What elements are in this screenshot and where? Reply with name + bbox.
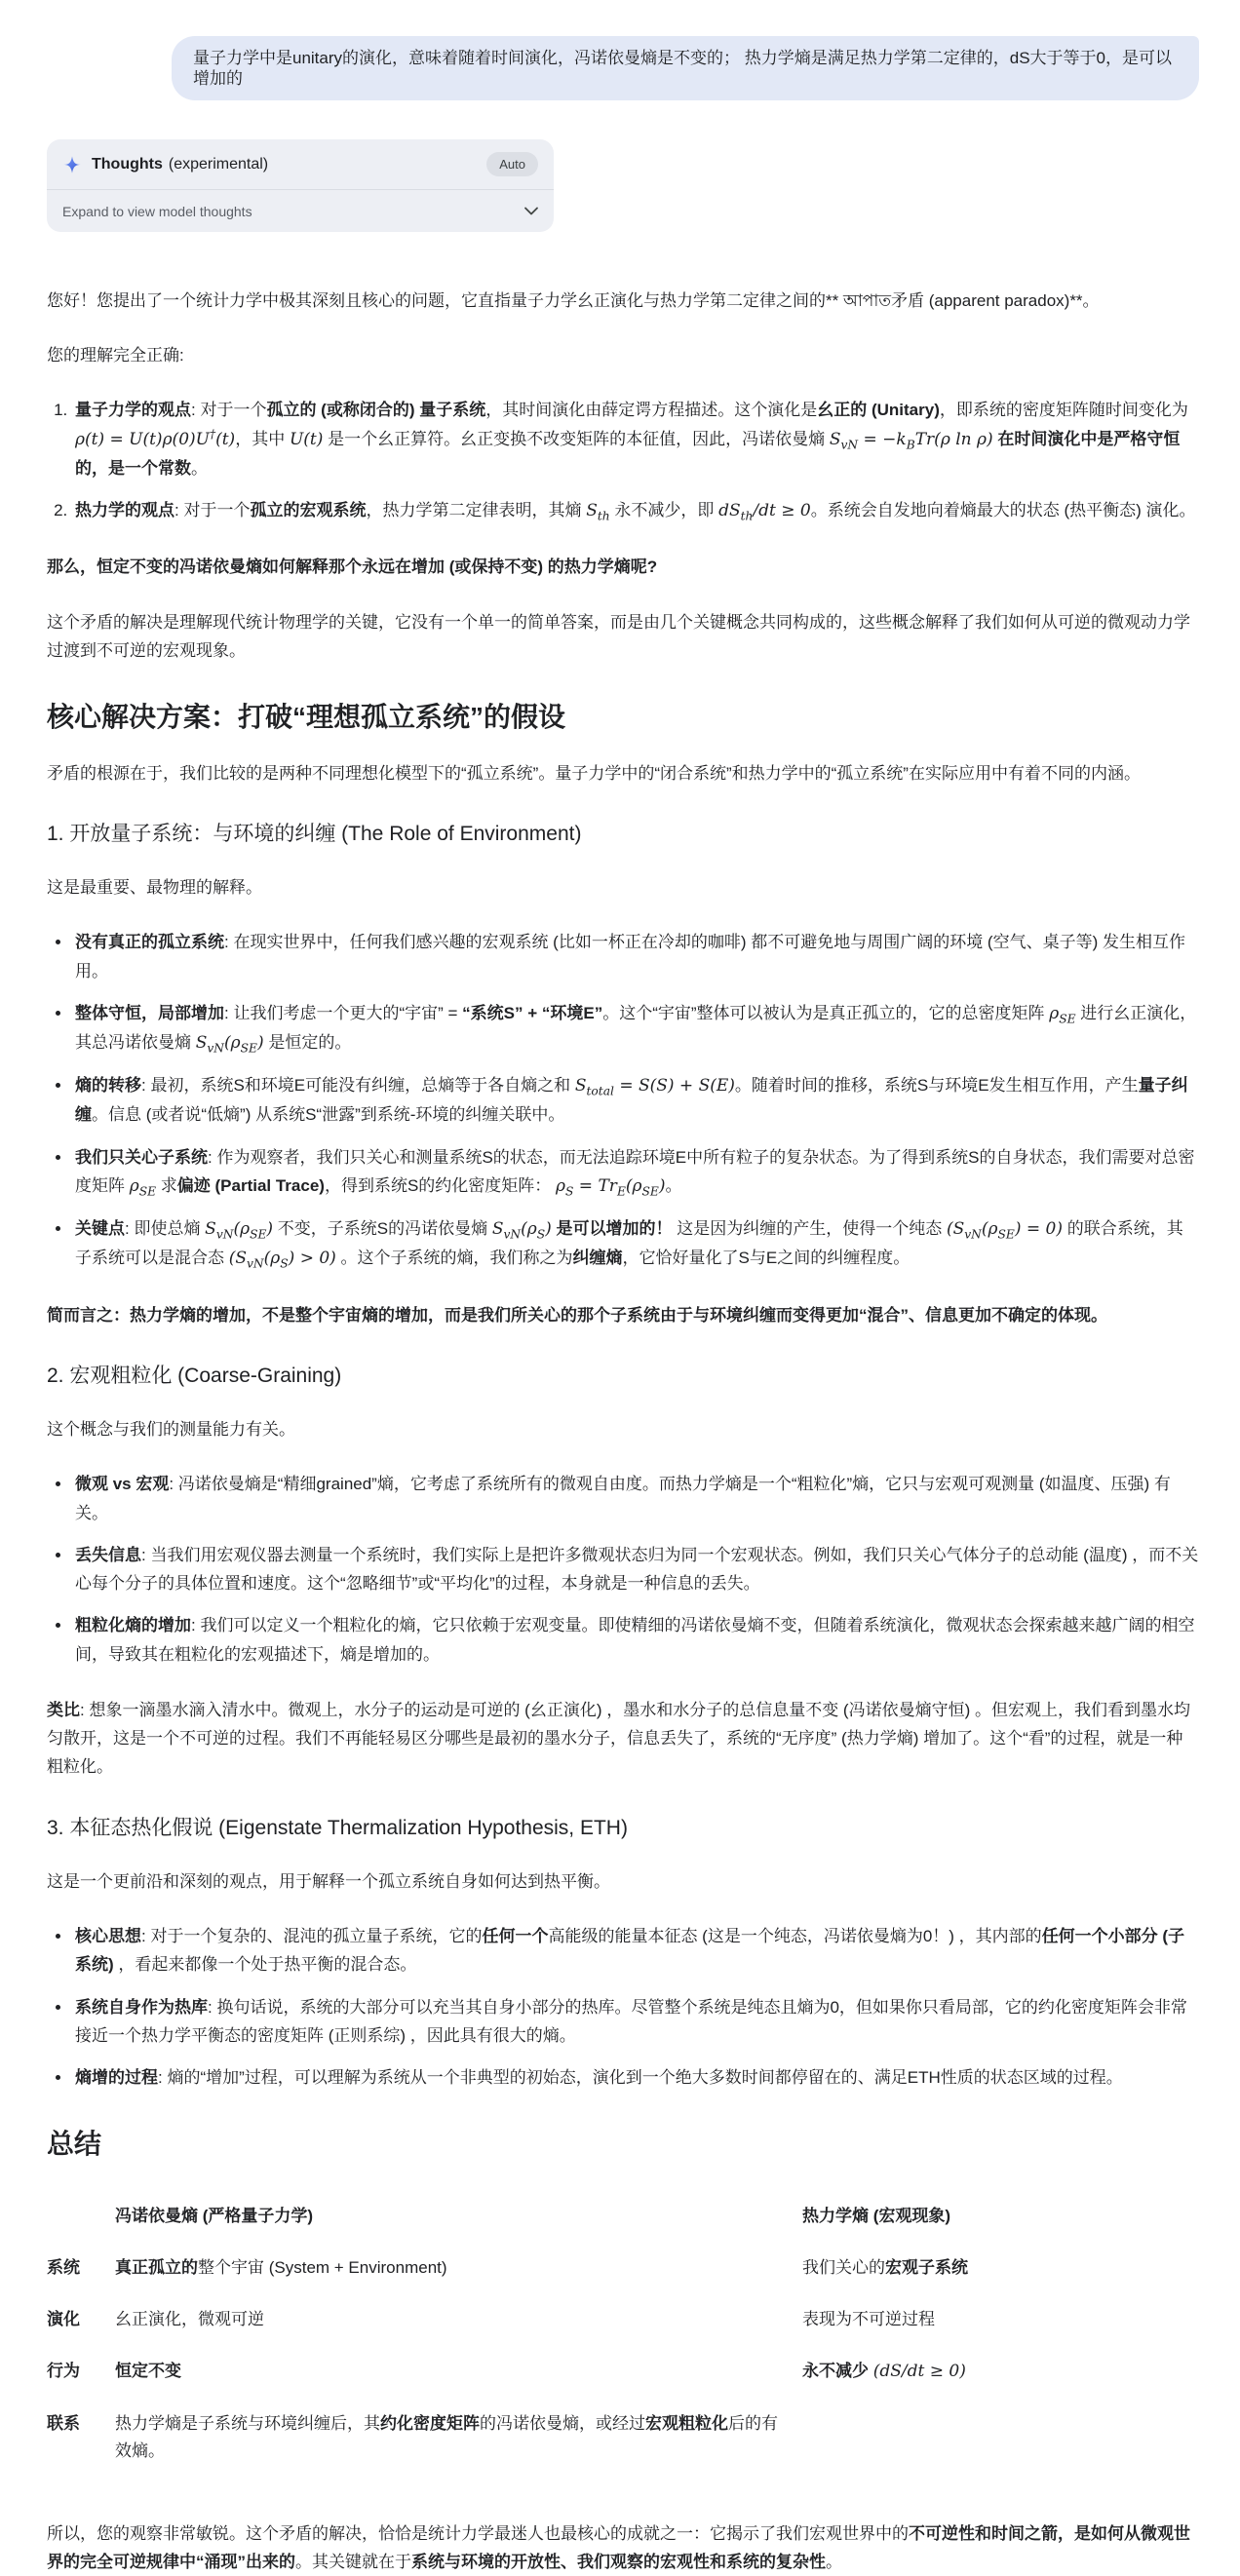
list-item-micro-vs-macro: • 微观 vs 宏观: 冯诺依曼熵是“精细grained”熵，它考虑了系统所有的微观自由度。而热力学熵是一个“粗粒化”熵，它只与宏观可观测量 (如温度、压强) 有关。: [72, 1470, 1199, 1526]
table-cell: 永不减少 (dS/dt ≥ 0): [802, 2362, 966, 2382]
table-header-row: [47, 2190, 1199, 2242]
sparkle-icon: [62, 155, 82, 174]
paragraph-resolution-intro: 这个矛盾的解决是理解现代统计物理学的关键，它没有一个单一的简单答案，而是由几个关键概念共同构成的，这些概念解释了我们如何从可逆的微观动力学过渡到不可逆的宏观现象。: [47, 612, 1190, 660]
paragraph-in-short: 简而言之：热力学熵的增加，不是整个宇宙熵的增加，而是我们所关心的那个子系统由于与环境纠缠而变得更加“混合”、信息更加不确定的体现。: [47, 1305, 1107, 1325]
paragraph-confirm: 您的理解完全正确:: [47, 346, 184, 365]
paragraph-conclusion: 所以，您的观察非常敏锐。这个矛盾的解决，恰恰是统计力学最迷人也最核心的成就之一：它揭示了我们宏观世界中的不可逆性和时间之箭，是如何从微观世界的完全可逆规律中“涌现”出来的。其关键就在于系统与环境的开放性、我们观察的宏观性和系统的复杂性。: [47, 2523, 1190, 2572]
paragraph-measurement: 这个概念与我们的测量能力有关。: [47, 1420, 295, 1440]
table-cell: 表现为不可逆过程: [802, 2310, 935, 2329]
subsection-heading-open-systems: 1. 开放量子系统：与环境的纠缠 (The Role of Environment): [47, 822, 582, 845]
list-item-key-point: • 关键点: 即使总熵 $S_{vN}(\rho_{SE})$ 不变，子系统S的冯诺依曼熵 $S_{vN}(\rho_S)$ 是可以增加的！ 这是因为纠缠的产生，使得一个纯态 $(S_{vN}(\rho_{SE}) = 0)$ 的联合系统，其子系统可以是混合态 $(S_{vN}(\rho_S) > 0)$ 。这个子系统的熵，我们称之为纠缠熵，它恰好量化了S与E之间的纠缠程度。: [72, 1214, 1199, 1273]
table-row-evolution: [47, 2293, 1199, 2345]
eth-bullet-list: [47, 1922, 1199, 2092]
auto-badge: Auto: [486, 152, 538, 176]
table-cell-label: 行为: [47, 2362, 80, 2381]
table-header-empty: [47, 2190, 115, 2242]
list-item-subsystem-focus: • 我们只关心子系统: 作为观察者，我们只关心和测量系统S的状态，而无法追踪环境E中所有粒子的复杂状态。为了得到系统S的自身状态，我们需要对总密度矩阵 $\rho_{SE}$ 求偏迹 (Partial Trace)，得到系统S的约化密度矩阵： $\rho_S = Tr_E(\rho_{SE})$。: [72, 1143, 1199, 1201]
table-cell: 热力学熵是子系统与环境纠缠后，其约化密度矩阵的冯诺依曼熵，或经过宏观粗粒化后的有效熵。: [115, 2414, 778, 2460]
viewpoints-numbered-list: [47, 396, 1199, 525]
user-message-row: [47, 36, 1199, 100]
subsection-heading-coarse-graining: 2. 宏观粗粒化 (Coarse-Graining): [47, 1364, 342, 1387]
thoughts-panel: [47, 139, 554, 232]
expand-thoughts-label: Expand to view model thoughts: [62, 203, 252, 219]
list-item-core-idea: • 核心思想: 对于一个复杂的、混沌的孤立量子系统，它的任何一个高能级的能量本征态 (这是一个纯态，冯诺依曼熵为0！) ，其内部的任何一个小部分 (子系统) ，看起来都像一个处于热平衡的混合态。: [72, 1922, 1199, 1979]
open-system-bullet-list: [47, 928, 1199, 1273]
table-cell: [802, 2398, 1199, 2476]
table-cell: 幺正演化，微观可逆: [115, 2310, 264, 2329]
table-row-system: [47, 2242, 1199, 2293]
list-item-no-isolated-system: • 没有真正的孤立系统: 在现实世界中，任何我们感兴趣的宏观系统 (比如一杯正在冷却的咖啡) 都不可避免地与周围广阔的环境 (空气、桌子等) 发生相互作用。: [72, 928, 1199, 984]
list-item-self-bath: • 系统自身作为热库: 换句话说，系统的大部分可以充当其自身小部分的热库。尽管整个系统是纯态且熵为0，但如果你只看局部，它的约化密度矩阵会非常接近一个热力学平衡态的密度矩阵 (正则系综) ，因此具有很大的熵。: [72, 1993, 1199, 2050]
paragraph-root-cause: 矛盾的根源在于，我们比较的是两种不同理想化模型下的“孤立系统”。量子力学中的“闭合系统”和热力学中的“孤立系统”在实际应用中有着不同的内涵。: [47, 763, 1141, 783]
subsection-heading-eth: 3. 本征态热化假说 (Eigenstate Thermalization Hypothesis, ETH): [47, 1816, 628, 1839]
paragraph-question: 那么，恒定不变的冯诺依曼熵如何解释那个永远在增加 (或保持不变) 的热力学熵呢?: [47, 557, 658, 577]
thoughts-expand-row[interactable]: [47, 189, 554, 232]
user-message-bubble: [172, 36, 1199, 100]
table-header-thermo-entropy: 热力学熵 (宏观现象): [802, 2206, 951, 2225]
table-row-connection: [47, 2398, 1199, 2476]
coarse-graining-bullet-list: [47, 1470, 1199, 1668]
table-cell-label: 演化: [47, 2310, 80, 2329]
paragraph-eth-intro: 这是一个更前沿和深刻的观点，用于解释一个孤立系统自身如何达到热平衡。: [47, 1871, 610, 1891]
chevron-down-icon: [524, 207, 538, 215]
model-response: [47, 287, 1199, 2576]
list-item-thermo-view: 2. 热力学的观点: 对于一个孤立的宏观系统，热力学第二定律表明，其熵 $S_{th}$ 永不减少，即 $dS_{th}/dt \ge 0$。系统会自发地向着熵最大的状态 (热平衡态) 演化。: [72, 496, 1199, 525]
list-item-global-conserved: • 整体守恒，局部增加: 让我们考虑一个更大的“宇宙” = “系统S” + “环境E”。这个“宇宙”整体可以被认为是真正孤立的，它的总密度矩阵 $\rho_{SE}$ 进行幺正演化，其总冯诺依曼熵 $S_{vN}(\rho_{SE})$ 是恒定的。: [72, 999, 1199, 1057]
user-message-text: 量子力学中是unitary的演化，意味着随着时间演化，冯诺依曼熵是不变的； 热力学熵是满足热力学第二定律的，dS大于等于0，是可以增加的: [193, 49, 1172, 88]
thoughts-header[interactable]: [47, 139, 554, 189]
list-item-entropy-growth: • 熵增的过程: 熵的“增加”过程，可以理解为系统从一个非典型的初始态，演化到一个绝大多数时间都停留在的、满足ETH性质的状态区域的过程。: [72, 2063, 1199, 2092]
section-heading-core-solution: 核心解决方案：打破“理想孤立系统”的假设: [47, 702, 566, 733]
table-cell: 我们关心的宏观子系统: [802, 2257, 968, 2277]
paragraph-intro: 您好！您提出了一个统计力学中极其深刻且核心的问题，它直指量子力学幺正演化与热力学第二定律之间的** আপাত矛盾 (apparent paradox)**。: [47, 291, 1100, 310]
list-item-coarse-entropy-increase: • 粗粒化熵的增加: 我们可以定义一个粗粒化的熵，它只依赖于宏观变量。即使精细的冯诺依曼熵不变，但随着系统演化，微观状态会探索越来越广阔的相空间，导致其在粗粒化的宏观描述下，熵是增加的。: [72, 1611, 1199, 1668]
list-item-quantum-view: 1. 量子力学的观点: 对于一个孤立的 (或称闭合的) 量子系统，其时间演化由薛定谔方程描述。这个演化是幺正的 (Unitary)，即系统的密度矩阵随时间变化为 ρ(t) = U(t)ρ(0)U†(t)，其中 U(t) 是一个幺正算符。幺正变换不改变矩阵的本征值，因此，冯诺依曼熵 $S_{vN} = -k_BTr(\rho$ ln ρ) 在时间演化中是严格守恒的，是一个常数。: [72, 396, 1199, 482]
table-header-vn-entropy: 冯诺依曼熵 (严格量子力学): [115, 2206, 314, 2225]
table-cell-label: 系统: [47, 2257, 80, 2277]
table-cell: 恒定不变: [115, 2362, 181, 2381]
table-cell-label: 联系: [47, 2414, 80, 2434]
paragraph-analogy: 类比: 想象一滴墨水滴入清水中。微观上，水分子的运动是可逆的 (幺正演化) ，墨水和水分子的总信息量不变 (冯诺依曼熵守恒) 。但宏观上，我们看到墨水均匀散开，这是一个不可逆的过程。我们不再能轻易区分哪些是最初的墨水分子，信息丢失了，系统的“无序度” (热力学熵) 增加了。这个“看”的过程，就是一种粗粒化。: [47, 1700, 1190, 1777]
list-item-lost-info: • 丢失信息: 当我们用宏观仪器去测量一个系统时，我们实际上是把许多微观状态归为同一个宏观状态。例如，我们只关心气体分子的总动能 (温度) ，而不关心每个分子的具体位置和速度。这个“忽略细节”或“平均化”的过程，本身就是一种信息的丢失。: [72, 1541, 1199, 1597]
section-heading-summary: 总结: [47, 2129, 102, 2160]
table-cell: 真正孤立的整个宇宙 (System + Environment): [115, 2257, 447, 2277]
paragraph-most-physical: 这是最重要、最物理的解释。: [47, 878, 262, 898]
summary-table: [47, 2190, 1199, 2477]
table-row-behavior: [47, 2345, 1199, 2398]
thoughts-subtitle: (experimental): [168, 155, 269, 173]
list-item-entropy-transfer: • 熵的转移: 最初，系统S和环境E可能没有纠缠，总熵等于各自熵之和 $S_{total} = S(S) + S(E)$。随着时间的推移，系统S与环境E发生相互作用，产生量子纠缠。信息 (或者说“低熵”) 从系统S“泄露”到系统-环境的纠缠关联中。: [72, 1071, 1199, 1129]
thoughts-title: Thoughts: [92, 155, 163, 173]
